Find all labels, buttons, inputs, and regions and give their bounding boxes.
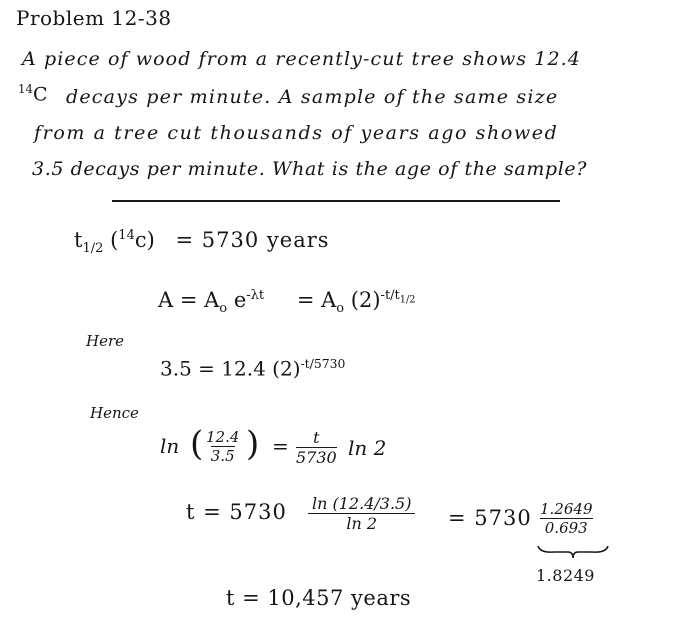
ln-equals: =	[272, 434, 289, 458]
ln-fraction-num: 12.4	[206, 428, 240, 446]
half-life-value: = 5730 years	[175, 228, 330, 252]
ln2-rhs: ln 2	[348, 436, 387, 460]
label-here: Here	[86, 332, 125, 350]
problem-title: Problem 12-38	[16, 6, 172, 30]
t-expression-den: ln 2	[308, 513, 415, 533]
ln-paren-open: (	[190, 424, 204, 464]
ln-fraction-den: 3.5	[210, 447, 235, 465]
decay-law-lhs: A = A	[158, 288, 220, 312]
numeric-fraction	[540, 500, 593, 537]
equation-1-exponent: -t/5730	[300, 356, 346, 371]
statement-line-4: 3.5 decays per minute. What is the age of the sample?	[32, 158, 588, 180]
half-life-paren-open: (	[110, 228, 119, 252]
separator-rule	[112, 200, 560, 202]
isotope-symbol	[18, 82, 48, 105]
ln-fraction	[206, 428, 239, 465]
decay-law-a0-sub-2: o	[336, 301, 345, 317]
t-expression-fraction	[308, 494, 415, 533]
decay-law-a0-sub: o	[219, 301, 228, 317]
ratio-value: 1.8249	[536, 566, 595, 585]
statement-line-2: decays per minute. A sample of the same size	[66, 86, 559, 108]
isotope-mass: 14	[18, 82, 33, 96]
ln-label: ln	[160, 434, 180, 458]
decay-law-mid: = A	[296, 288, 337, 312]
t-expression-lhs: t = 5730	[186, 500, 287, 524]
decay-law-exponent-2: -t/t1/2	[380, 288, 416, 306]
statement-line-1: A piece of wood from a recently-cut tree shows 12.4	[22, 48, 581, 70]
underbrace	[536, 544, 610, 560]
half-life-element: c	[134, 228, 147, 252]
half-life-paren-close: )	[146, 228, 155, 252]
statement-line-3: from a tree cut thousands of years ago showed	[34, 122, 559, 144]
half-life-mass: 14	[118, 228, 135, 243]
decay-law-equation	[158, 288, 416, 316]
label-hence: Hence	[90, 404, 139, 422]
decay-law-two: (2)	[350, 288, 381, 312]
decay-law-e: e	[233, 288, 247, 312]
numeric-den: 0.693	[540, 518, 593, 537]
t-fraction	[296, 428, 337, 467]
decay-law-exponent: -λt	[246, 288, 265, 303]
half-life-sub: 1/2	[82, 241, 104, 257]
t-fraction-num: t	[313, 428, 320, 447]
ln-paren-close: )	[246, 424, 260, 464]
equation-1-lhs: 3.5 = 12.4 (2)	[160, 356, 301, 381]
equation-1	[160, 356, 345, 381]
isotope-element: C	[32, 83, 48, 106]
final-answer: t = 10,457 years	[226, 586, 412, 610]
t-fraction-den: 5730	[296, 448, 337, 467]
numeric-num: 1.2649	[540, 500, 593, 518]
half-life-line	[74, 228, 330, 256]
half-life-t: t	[74, 228, 83, 252]
t-expression-equals: = 5730	[448, 506, 532, 530]
t-expression-num: ln (12.4/3.5)	[312, 494, 412, 513]
